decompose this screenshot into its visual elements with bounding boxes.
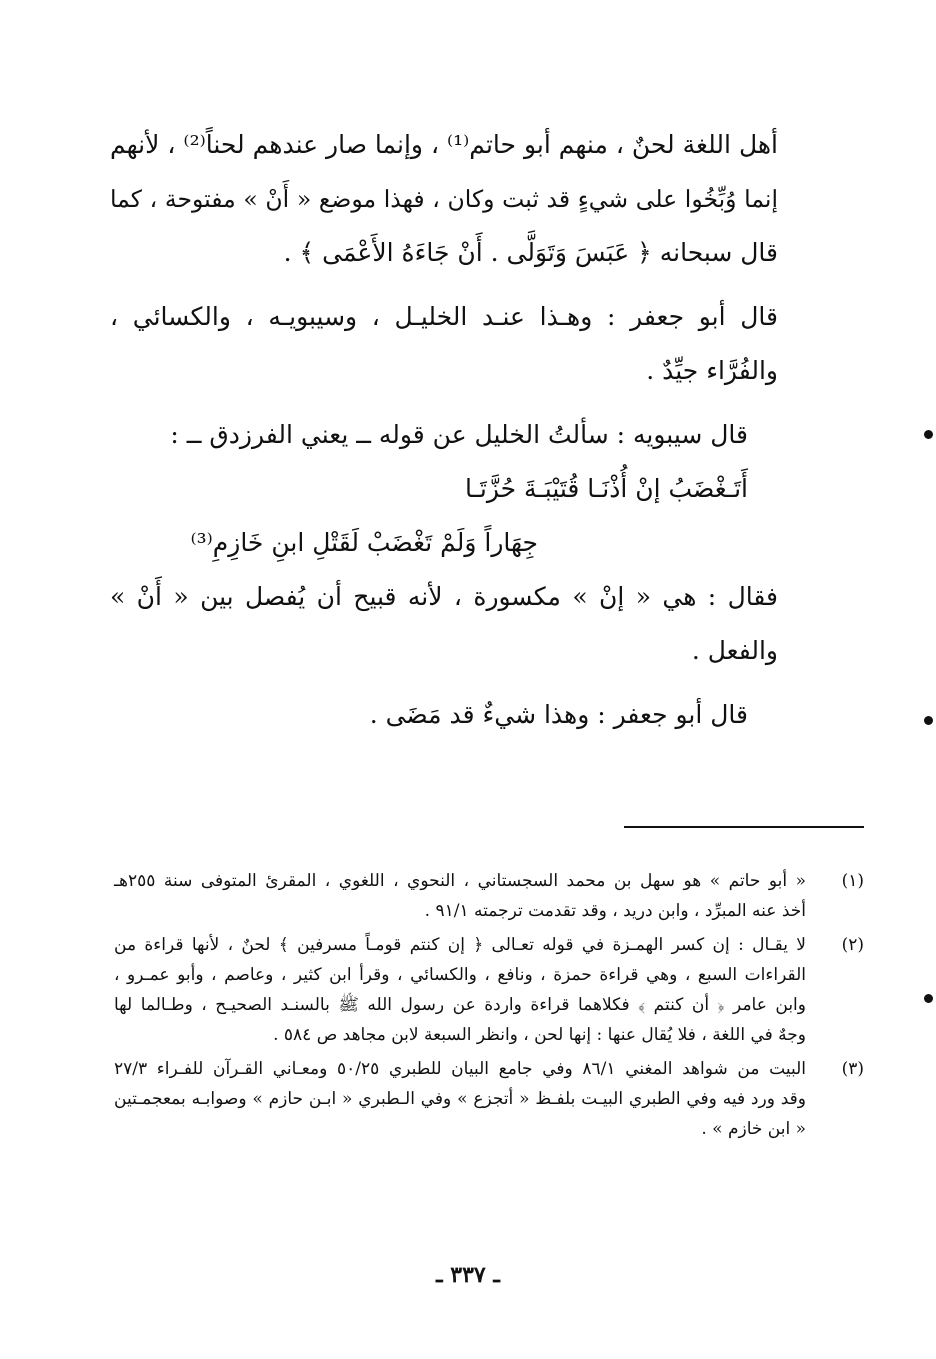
text-line: أهل اللغة لحنٌ ، منهم أبو حاتم⁽¹⁾ ، وإنما صار عندهم لحناً⁽²⁾ ، لأنهم — [110, 130, 779, 159]
footnote — [114, 1054, 864, 1144]
footnotes — [114, 866, 864, 1148]
text-line: فقال : هي « إنْ » مكسورة ، لأنه قبيح أن يُفصل بين « أَنْ » — [110, 582, 778, 611]
footnote-line: « ابن خازم » . — [701, 1119, 806, 1139]
text-line: قال سيبويه : سألتُ الخليل عن قوله ــ يعني الفرزدق ــ : — [170, 420, 748, 449]
text-line: إنما وُبِّخُوا على شيءٍ قد ثبت وكان ، فهذا موضع « أَنْ » مفتوحة ، كما — [110, 185, 778, 213]
text-line: والفُرَّاء جيِّدٌ . — [646, 356, 778, 385]
footnote-line: وجهٌ في اللغة ، فلا يُقال عنها : إنها لحن ، وانظر السبعة لابن مجاهد ص ٥٨٤ . — [273, 1025, 806, 1045]
footnote — [114, 866, 864, 926]
footnote — [114, 930, 864, 1050]
verse-line: أَتَـغْضَبُ إنْ أُذْنَـا قُتَيْبَـةَ حُزَّتَـا — [464, 474, 748, 503]
footnote-line: وقد ورد فيه وفي الطبري البيـت بلفـظ « أتجزع » وفي الـطبري « ابـن حازم » وصوابـه بمعجمـتين — [114, 1089, 806, 1109]
margin-dot — [924, 716, 933, 725]
text-line: قال أبو جعفر : وهـذا عنـد الخليـل ، وسيبويـه ، والكسائي ، — [110, 302, 778, 331]
text-line: قال أبو جعفر : وهذا شيءٌ قد مَضَى . — [369, 700, 748, 729]
margin-dot — [924, 430, 933, 439]
footnote-line: أخذ عنه المبرِّد ، وابن دريد ، وقد تقدمت ترجمته ٩١/١ . — [424, 901, 806, 921]
footnote-number: (٣) — [841, 1059, 864, 1079]
main-text — [110, 118, 778, 742]
footnote-line: « أبو حاتم » هو سهل بن محمد السجستاني ، النحوي ، اللغوي ، المقرئ المتوفى سنة ٢٥٥هـ — [114, 871, 806, 891]
margin-dot — [924, 994, 933, 1003]
footnote-line: لا يقـال : إن كسر الهمـزة في قوله تعـالى ﴿ إن كنتم قومـاً مسرفين ﴾ لحنٌ ، لأنها قراءة من — [114, 935, 806, 955]
page-number: ـ ٣٣٧ ـ — [436, 1262, 500, 1288]
footnote-line: وابن عامر ﴿ أن كنتم ﴾ فكلاهما قراءة واردة عن رسول الله ﷺ بالسنـد الصحيـح ، وطـالما لها — [114, 995, 806, 1015]
footnote-separator — [624, 826, 864, 828]
text-line: قال سبحانه ﴿ عَبَسَ وَتَوَلَّى . أَنْ جَاءَهُ الأَعْمَى ﴾ . — [283, 238, 778, 267]
text-line: والفعل . — [691, 636, 778, 665]
footnote-line: القراءات السبع ، وهي قراءة حمزة ، ونافع ، والكسائي ، وقرأ ابن كثير ، وعاصم ، وأبو عمـرو ، — [114, 965, 806, 985]
footnote-number: (٢) — [841, 935, 864, 955]
verse-line: جِهَاراً وَلَمْ تَغْضَبْ لَقَتْلِ ابنِ خَازِمِ⁽³⁾ — [190, 528, 538, 557]
footnote-number: (١) — [841, 871, 864, 891]
footnote-line: البيت من شواهد المغني ٨٦/١ وفي جامع البيان للطبري ٥٠/٢٥ ومعـاني القـرآن للفـراء ٢٧/٣ — [114, 1059, 807, 1079]
